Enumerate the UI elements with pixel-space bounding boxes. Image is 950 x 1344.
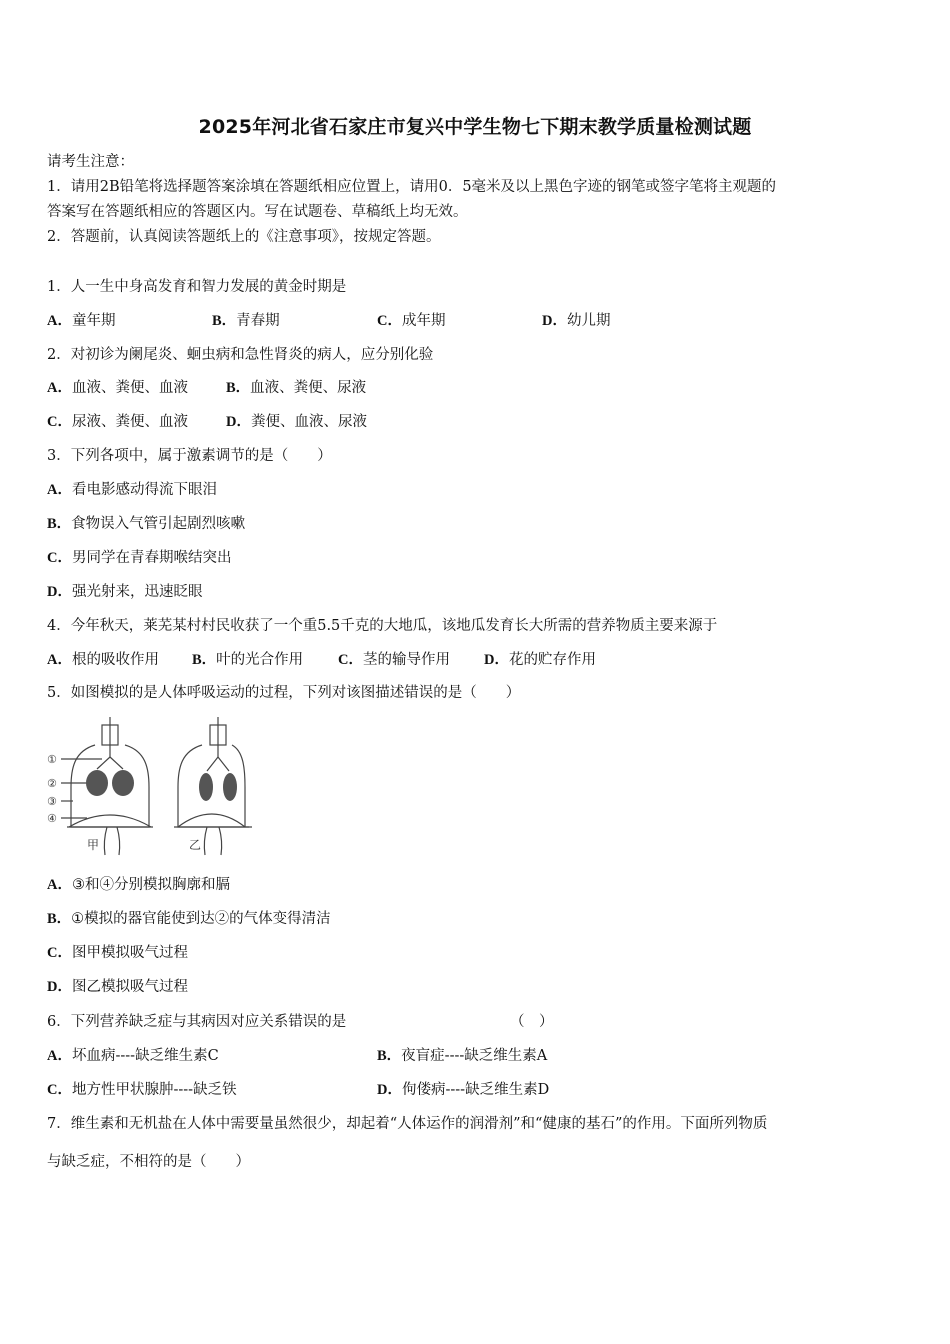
- question-5-stem: 5．如图模拟的是人体呼吸运动的过程，下列对该图描述错误的是（ ）: [47, 685, 521, 701]
- option-key: D．: [484, 652, 509, 668]
- option-key: D．: [226, 414, 251, 430]
- question-6-paren: （ ）: [510, 1014, 554, 1030]
- option-key: B．: [212, 313, 237, 329]
- option-text: 强光射来，迅速眨眼: [71, 584, 203, 600]
- question-4-option-a: [47, 650, 159, 670]
- notice-heading: 请考生注意：: [47, 154, 134, 170]
- question-6-stem: 6．下列营养缺乏症与其病因对应关系错误的是: [47, 1014, 347, 1030]
- question-6-option-d: [377, 1080, 549, 1100]
- question-1-option-c: [377, 311, 445, 331]
- figure-caption-right: 乙: [189, 838, 202, 852]
- option-text: 佝偻病----缺乏维生素D: [401, 1082, 550, 1098]
- option-key: B．: [47, 911, 72, 927]
- option-text: 食物误入气管引起剧烈咳嗽: [71, 516, 246, 532]
- option-text: 花的贮存作用: [508, 652, 596, 668]
- question-4-option-b: [192, 650, 303, 670]
- question-3-option-c: [47, 548, 231, 568]
- option-key: A．: [47, 1048, 72, 1064]
- question-5-option-a: [47, 875, 230, 895]
- option-text: 尿液、粪便、血液: [71, 414, 188, 430]
- option-key: B．: [192, 652, 217, 668]
- option-text: 茎的输导作用: [362, 652, 450, 668]
- option-key: A．: [47, 482, 72, 498]
- option-text: 地方性甲状腺肿----缺乏铁: [71, 1082, 237, 1098]
- diaphragm-right: [178, 814, 245, 827]
- question-2-option-b: [226, 378, 366, 398]
- figure-label-4: ④: [47, 812, 57, 825]
- option-text: 图乙模拟吸气过程: [71, 979, 188, 995]
- option-text: 青春期: [236, 313, 280, 329]
- question-3-option-d: [47, 582, 202, 602]
- notice-line-3: 2．答题前，认真阅读答题纸上的《注意事项》，按规定答题。: [47, 229, 441, 245]
- option-key: D．: [47, 979, 72, 995]
- question-2-option-d: [226, 412, 367, 432]
- option-key: A．: [47, 877, 72, 893]
- question-1-option-b: [212, 311, 280, 331]
- figure-label-1: ①: [47, 753, 57, 766]
- option-key: B．: [377, 1048, 402, 1064]
- option-text: 坏血病----缺乏维生素C: [71, 1048, 219, 1064]
- option-text: 叶的光合作用: [216, 652, 304, 668]
- option-key: A．: [47, 380, 72, 396]
- diaphragm-left: [69, 815, 151, 827]
- option-key: C．: [47, 414, 72, 430]
- question-6-option-c: [47, 1080, 237, 1100]
- figure-caption-left: 甲: [87, 838, 100, 852]
- option-key: B．: [47, 516, 72, 532]
- question-5-option-b: [47, 909, 331, 929]
- lung-right-2: [223, 773, 237, 801]
- notice-line-1: 1．请用2B铅笔将选择题答案涂填在答题纸相应位置上，请用0．5毫米及以上黑色字迹的钢笔或签字笔将主观题的: [47, 179, 777, 195]
- option-text: 童年期: [71, 313, 116, 329]
- option-key: C．: [47, 550, 72, 566]
- option-text: 血液、粪便、尿液: [250, 380, 367, 396]
- option-key: D．: [47, 584, 72, 600]
- bronchi-right: [207, 757, 229, 771]
- option-key: A．: [47, 313, 72, 329]
- option-text: 血液、粪便、血液: [71, 380, 188, 396]
- question-3-option-b: [47, 514, 245, 534]
- question-7-stem-line-2: 与缺乏症，不相符的是（ ）: [47, 1154, 250, 1170]
- option-text: ③和④分别模拟胸廓和膈: [71, 877, 230, 893]
- option-key: C．: [47, 1082, 72, 1098]
- breathing-model-diagram: [47, 717, 252, 857]
- lung-left-2: [112, 770, 134, 796]
- notice-line-2: 答案写在答题纸相应的答题区内。写在试题卷、草稿纸上均无效。: [47, 204, 468, 220]
- option-key: A．: [47, 652, 72, 668]
- option-key: C．: [47, 945, 72, 961]
- option-text: ①模拟的器官能使到达②的气体变得清洁: [71, 911, 331, 927]
- question-1-stem: 1．人一生中身高发育和智力发展的黄金时期是: [47, 279, 347, 295]
- lung-left-1: [86, 770, 108, 796]
- question-6-option-a: [47, 1046, 219, 1066]
- option-text: 粪便、血液、尿液: [250, 414, 367, 430]
- option-key: B．: [226, 380, 251, 396]
- question-4-stem: 4．今年秋天，莱芜某村村民收获了一个重5.5千克的大地瓜，该地瓜发育长大所需的营养物质主要来源于: [47, 618, 718, 634]
- option-text: 成年期: [401, 313, 446, 329]
- option-text: 看电影感动得流下眼泪: [71, 482, 217, 498]
- question-3-stem: 3．下列各项中，属于激素调节的是（ ）: [47, 448, 332, 464]
- option-key: C．: [338, 652, 363, 668]
- option-key: D．: [377, 1082, 402, 1098]
- figure-label-2: ②: [47, 777, 57, 790]
- question-3-option-a: [47, 480, 217, 500]
- option-key: C．: [377, 313, 402, 329]
- question-2-option-c: [47, 412, 188, 432]
- option-text: 图甲模拟吸气过程: [71, 945, 188, 961]
- question-4-option-d: [484, 650, 596, 670]
- figure-label-3: ③: [47, 795, 57, 808]
- option-key: D．: [542, 313, 567, 329]
- page-title: 2025年河北省石家庄市复兴中学生物七下期末教学质量检测试题: [198, 116, 752, 138]
- question-1-option-d: [542, 311, 610, 331]
- question-6-option-b: [377, 1046, 547, 1066]
- breathing-model-figure: [47, 717, 252, 857]
- question-5-option-c: [47, 943, 188, 963]
- option-text: 根的吸收作用: [71, 652, 159, 668]
- hand-right: [204, 827, 221, 855]
- question-4-option-c: [338, 650, 450, 670]
- question-1-option-a: [47, 311, 115, 331]
- question-5-option-d: [47, 977, 188, 997]
- question-7-stem-line-1: 7．维生素和无机盐在人体中需要量虽然很少，却起着“人体运作的润滑剂”和“健康的基石”的作用。下面所列物质: [47, 1116, 768, 1132]
- question-2-option-a: [47, 378, 188, 398]
- option-text: 男同学在青春期喉结突出: [71, 550, 232, 566]
- question-2-stem: 2．对初诊为阑尾炎、蛔虫病和急性肾炎的病人，应分别化验: [47, 347, 434, 363]
- hand-left: [104, 827, 119, 855]
- lung-right-1: [199, 773, 213, 801]
- option-text: 幼儿期: [566, 313, 611, 329]
- option-text: 夜盲症----缺乏维生素A: [401, 1048, 548, 1064]
